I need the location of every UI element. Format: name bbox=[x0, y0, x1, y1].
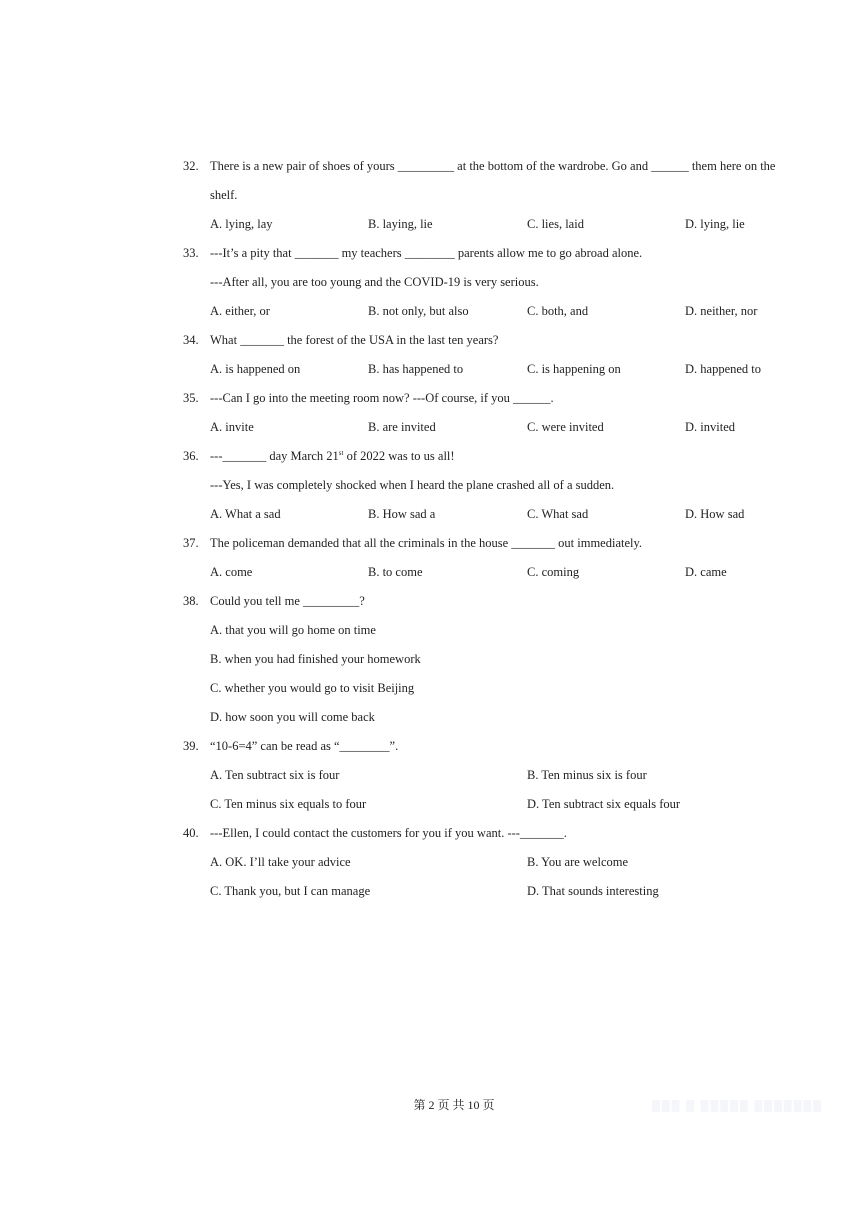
option-c: C. What sad bbox=[527, 507, 589, 521]
question-number: 34. bbox=[183, 333, 199, 347]
option-c: C. whether you would go to visit Beijing bbox=[210, 681, 415, 695]
option-a: A. either, or bbox=[210, 304, 270, 318]
option-c: C. is happening on bbox=[527, 362, 621, 376]
question-stem-cont: ---After all, you are too young and the COVID-19 is very serious. bbox=[210, 275, 539, 289]
option-b: B. You are welcome bbox=[527, 855, 629, 869]
question-stem-cont: ---Yes, I was completely shocked when I heard the plane crashed all of a sudden. bbox=[210, 478, 615, 492]
option-d: D. lying, lie bbox=[685, 217, 745, 231]
question-stem bbox=[210, 448, 455, 464]
stem-post: of 2022 was to us all! bbox=[343, 449, 455, 463]
option-d: D. invited bbox=[685, 420, 735, 434]
option-b: B. are invited bbox=[368, 420, 436, 434]
question-number: 39. bbox=[183, 739, 199, 753]
option-c: C. both, and bbox=[527, 304, 589, 318]
option-a: A. Ten subtract six is four bbox=[210, 768, 340, 782]
question-stem-cont: shelf. bbox=[210, 188, 238, 202]
option-a: A. OK. I’ll take your advice bbox=[210, 855, 351, 869]
option-b: B. laying, lie bbox=[368, 217, 433, 231]
question-number: 36. bbox=[183, 449, 199, 463]
question-number: 40. bbox=[183, 826, 199, 840]
question-stem: There is a new pair of shoes of yours _________ at the bottom of the wardrobe. Go and ______ them here on the bbox=[210, 159, 776, 173]
option-a: A. is happened on bbox=[210, 362, 301, 376]
option-a: A. What a sad bbox=[210, 507, 281, 521]
watermark: ▒▒▒ ▒ ▒▒▒▒▒ ▒▒▒▒▒▒▒ bbox=[652, 1100, 823, 1112]
option-c: C. were invited bbox=[527, 420, 604, 434]
question-stem: ---Ellen, I could contact the customers for you if you want. ---_______. bbox=[210, 826, 567, 840]
option-d: D. Ten subtract six equals four bbox=[527, 797, 681, 811]
option-c: C. lies, laid bbox=[527, 217, 584, 231]
question-number: 32. bbox=[183, 159, 199, 173]
option-d: D. how soon you will come back bbox=[210, 710, 375, 724]
option-a: A. that you will go home on time bbox=[210, 623, 376, 637]
option-d: D. came bbox=[685, 565, 727, 579]
option-b: B. not only, but also bbox=[368, 304, 469, 318]
option-c: C. coming bbox=[527, 565, 580, 579]
question-number: 37. bbox=[183, 536, 199, 550]
option-c: C. Thank you, but I can manage bbox=[210, 884, 371, 898]
option-b: B. to come bbox=[368, 565, 423, 579]
question-number: 35. bbox=[183, 391, 199, 405]
question-stem: ---It’s a pity that _______ my teachers ________ parents allow me to go abroad alone. bbox=[210, 246, 643, 260]
question-stem: The policeman demanded that all the criminals in the house _______ out immediately. bbox=[210, 536, 643, 550]
question-stem: ---Can I go into the meeting room now? ---Of course, if you ______. bbox=[210, 391, 554, 405]
option-a: A. lying, lay bbox=[210, 217, 273, 231]
option-c: C. Ten minus six equals to four bbox=[210, 797, 367, 811]
option-a: A. come bbox=[210, 565, 253, 579]
page-number: 第 2 页 共 10 页 bbox=[413, 1098, 495, 1112]
option-b: B. has happened to bbox=[368, 362, 464, 376]
option-b: B. Ten minus six is four bbox=[527, 768, 647, 782]
option-d: D. That sounds interesting bbox=[527, 884, 659, 898]
question-stem: Could you tell me _________? bbox=[210, 594, 365, 608]
option-d: D. happened to bbox=[685, 362, 762, 376]
question-stem: “10-6=4” can be read as “________”. bbox=[210, 739, 399, 753]
stem-pre: ---_______ day March 21 bbox=[210, 449, 339, 463]
ordinal-suffix: st bbox=[338, 448, 344, 457]
option-d: D. How sad bbox=[685, 507, 745, 521]
question-number: 33. bbox=[183, 246, 199, 260]
option-b: B. How sad a bbox=[368, 507, 436, 521]
question-number: 38. bbox=[183, 594, 199, 608]
question-stem: What _______ the forest of the USA in the last ten years? bbox=[210, 333, 499, 347]
option-d: D. neither, nor bbox=[685, 304, 758, 318]
option-b: B. when you had finished your homework bbox=[210, 652, 421, 666]
option-a: A. invite bbox=[210, 420, 254, 434]
